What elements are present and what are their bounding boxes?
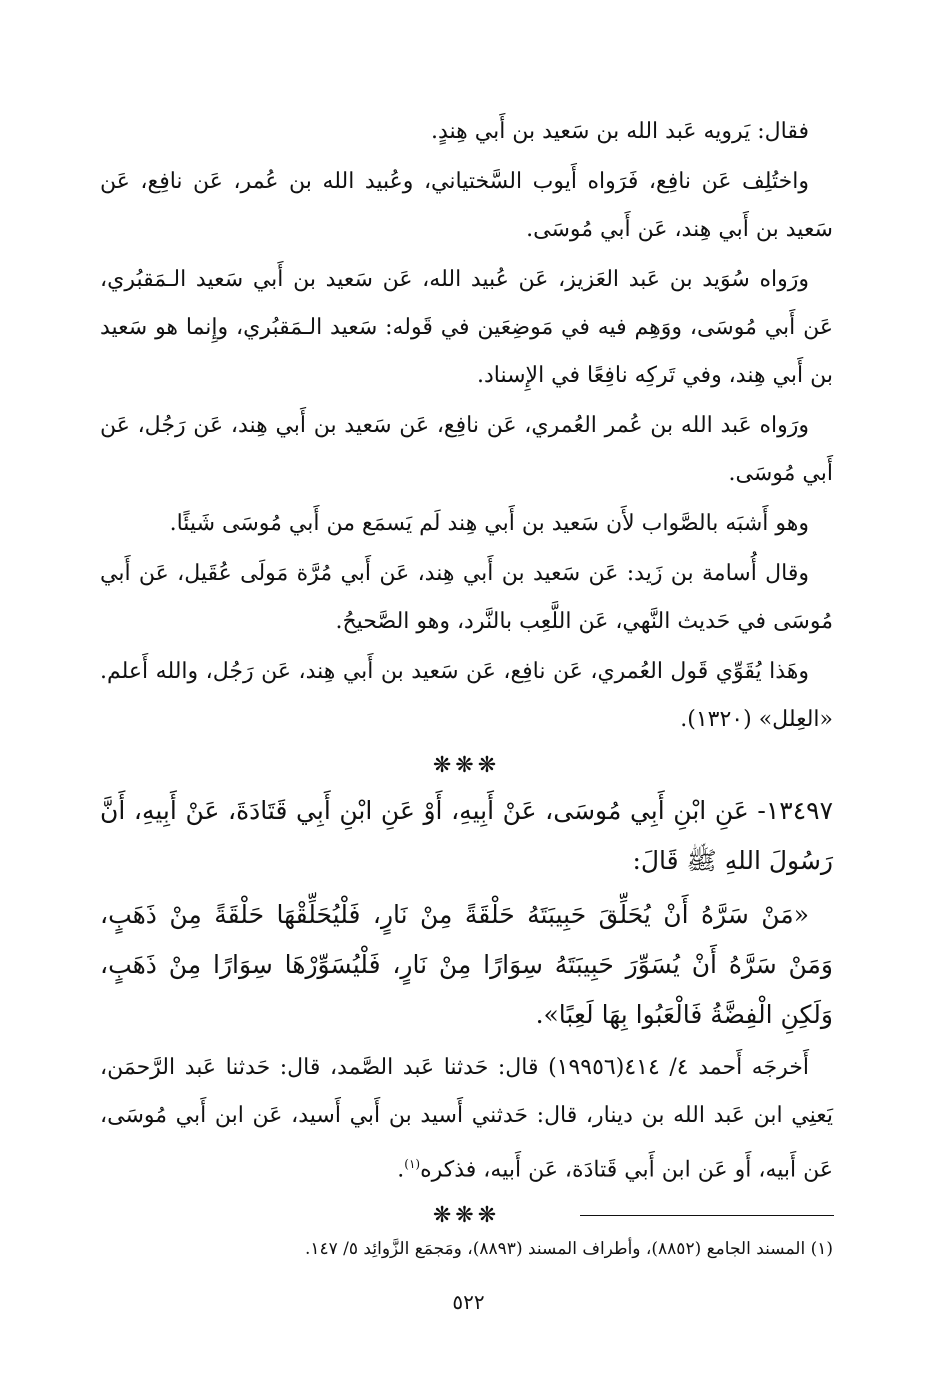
paragraph: وقال أُسامة بن زَيد: عَن سَعيد بن أَبي هِند، عَن أَبي مُرَّة مَولَى عُقَيل، عَن أَبي مُوسَى في حَديث النَّهي، عَن اللَّعِب بالنَّرد، وهو الصَّحيحُ. [100, 561, 833, 634]
footnote-marker: (١) [404, 1157, 421, 1171]
takhrij-text: أَخرجَه أَحمد ٤/ ٤١٤(١٩٩٥٦) قال: حَدثنا عَبد الصَّمد، قال: حَدثنا عَبد الرَّحمَن، يَعنِي ابن عَبد الله بن دينار، قال: حَدثني أَسيد بن أَبي أَسيد، عَن ابن أَبي مُوسَى، عَن أَبيه، أَو عَن ابن أَبي قَتادَة، عَن أَبيه، فذكره [100, 1055, 833, 1183]
footnote-divider [580, 1215, 834, 1216]
page-number: ٥٢٢ [452, 1290, 485, 1314]
section-separator: ❋❋❋ [432, 1203, 501, 1229]
paragraph: وهَذا يُقَوِّي قَول العُمري، عَن نافِع، عَن سَعيد بن أَبي هِند، عَن رَجُل، والله أَعلم. «العِلل» (١٣٢٠). [100, 659, 833, 732]
paragraph: فقال: يَرويه عَبد الله بن سَعيد بن أَبي هِندٍ. [430, 119, 809, 144]
hadith-text: «مَنْ سَرَّهُ أَنْ يُحَلِّقَ حَبِيبَتَهُ حَلْقَةً مِنْ نَارٍ، فَلْيُحَلِّقْهَا حَلْقَةً مِنْ ذَهَبٍ، وَمَنْ سَرَّهُ أَنْ يُسَوِّرَ حَبِيبَتَهُ سِوَارًا مِنْ نَارٍ، فَلْيُسَوِّرْهَا سِوَارًا مِنْ ذَهَبٍ، وَلَكِنِ الْفِضَّةُ فَالْعَبُوا بِهَا لَعِبًا». [100, 900, 833, 1029]
paragraph: ورَواه سُوَيد بن عَبد العَزيز، عَن عُبيد الله، عَن سَعيد بن أَبي سَعيد الـمَقبُري، عَن أَبي مُوسَى، ووَهِم فيه في مَوضِعَين في قَوله: سَعيد الـمَقبُري، وإِنما هو سَعيد بن أَبي هِند، وفي تَركِه نافِعًا في الإِسناد. [100, 267, 833, 388]
footnote: (١) المسند الجامع (٨٨٥٢)، وأطراف المسند (٨٨٩٣)، ومَجمَع الزَّوائِد ٥/ ١٤٧. [304, 1239, 833, 1259]
hadith-heading: ١٣٤٩٧- عَنِ ابْنِ أَبِي مُوسَى، عَنْ أَبِيهِ، أَوْ عَنِ ابْنِ أَبِي قَتَادَةَ، عَنْ أَبِيهِ، أَنَّ رَسُولَ اللهِ ﷺ قَالَ: [100, 796, 833, 875]
section-separator: ❋❋❋ [432, 753, 501, 778]
paragraph: ورَواه عَبد الله بن عُمر العُمري، عَن نافِع، عَن سَعيد بن أَبي هِند، عَن رَجُل، عَن أَبي مُوسَى. [100, 413, 833, 486]
paragraph: وهو أَشبَه بالصَّواب لأَن سَعيد بن أَبي هِند لَم يَسمَع من أَبي مُوسَى شَيئًا. [169, 511, 809, 536]
paragraph: واختُلِف عَن نافِع، فَرَواه أَيوب السَّختياني، وعُبيد الله بن عُمر، عَن نافِع، عَن سَعيد بن أَبي هِند، عَن أَبي مُوسَى. [100, 169, 833, 242]
takhrij-paragraph: أَخرجَه أَحمد ٤/ ٤١٤(١٩٩٥٦) قال: حَدثنا عَبد الصَّمد، قال: حَدثنا عَبد الرَّحمَن، يَعنِي ابن عَبد الله بن دينار، قال: حَدثني أَسيد بن أَبي أَسيد، عَن ابن أَبي مُوسَى، عَن أَبيه، أَو عَن ابن أَبي قَتادَة، عَن أَبيه، فذكره$^{(١)}$. [100, 1055, 833, 1183]
page-body [100, 108, 833, 1236]
